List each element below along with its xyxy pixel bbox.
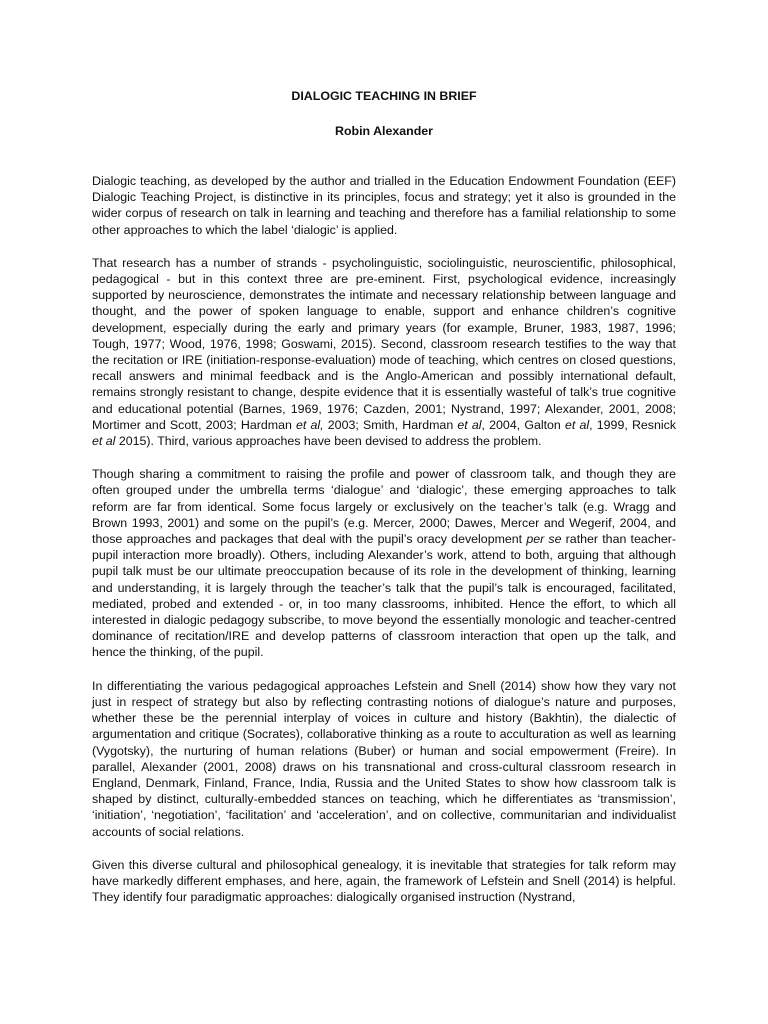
paragraph — [92, 173, 676, 238]
text-run: Though sharing a commitment to raising the profile and power of classroom talk, and though they are often grouped under the umbrella terms ‘dialogue’ and ‘dialogic’, these emerging approaches to talk reform are far from identical. Some focus largely or exclusively on the teacher’s talk (e.g. Wragg and Brown 1993, 2001) and some on the pupil’s (e.g. Mercer, 2000; Dawes, Mercer and Wegerif, 2004, and those approaches and packages that deal with the pupil’s oracy development — [92, 467, 676, 547]
text-run: , 2004, Galton — [481, 417, 565, 432]
document-title: DIALOGIC TEACHING IN BRIEF — [291, 89, 477, 103]
italic-text-run: per se — [526, 532, 562, 547]
text-run: , 1999, Resnick — [589, 417, 677, 432]
paragraph — [92, 255, 676, 449]
text-run: Dialogic teaching, as developed by the author and trialled in the Education Endowment Foundation (EEF) Dialogic Teaching Project, is distinctive in its principles, focus and strategy; yet it also is grounded in the wider corpus of research on talk in learning and teaching and therefore has a familial relationship to some other approaches to which the label ‘dialogic’ is applied. — [92, 174, 676, 237]
paragraph — [92, 678, 676, 840]
text-run: 2003; Smith, Hardman — [323, 417, 458, 432]
text-run: Given this diverse cultural and philosophical genealogy, it is inevitable that strategies for talk reform may have markedly different emphases, and here, again, the framework of Lefstein and Snell (2014) is helpful. They identify four paradigmatic approaches: dialogically organised instruction (Nystrand, — [92, 857, 676, 905]
document-author: Robin Alexander — [335, 124, 433, 138]
text-run: rather than teacher-pupil interaction more broadly). Others, including Alexander’s work, attend to both, arguing that although pupil talk must be our ultimate preoccupation because of its role in the development of thinking, learning and understanding, it is largely through the teacher’s talk that the pupil’s talk is encouraged, facilitated, mediated, probed and extended - or, in too many classrooms, inhibited. Hence the effort, to which all interested in dialogic pedagogy subscribe, to move beyond the essentially monologic and teacher-centred dominance of recitation/IRE and develop patterns of classroom interaction that open up the talk, and hence the thinking, of the pupil. — [92, 532, 676, 660]
italic-text-run: et al — [565, 417, 590, 432]
italic-text-run: et al — [92, 434, 116, 449]
document-body — [92, 173, 676, 922]
text-run: In differentiating the various pedagogical approaches Lefstein and Snell (2014) show how they vary not just in respect of strategy but also by reflecting contrasting notions of dialogue’s nature and purposes, whether these be the perennial interplay of voices in culture and history (Bakhtin), the dialectic of argumentation and critique (Socrates), collaborative thinking as a route to acculturation as well as learning (Vygotsky), the nurturing of human relations (Buber) or human and social empowerment (Freire). In parallel, Alexander (2001, 2008) draws on his transnational and cross-cultural classroom research in England, Denmark, Finland, France, India, Russia and the United States to show how classroom talk is shaped by distinct, culturally-embedded stances on teaching, which he differentiates as ‘transmission’, ‘initiation’, ‘negotiation’, ‘facilitation’ and ‘acceleration’, and on collective, communitarian and individualist accounts of social relations. — [92, 678, 676, 839]
text-run: That research has a number of strands - psycholinguistic, sociolinguistic, neuroscientific, philosophical, pedagogical - but in this context three are pre-eminent. First, psychological evidence, increasingly supported by neuroscience, demonstrates the intimate and necessary relationship between language and thought, and the power of spoken language to enable, support and enhance children’s cognitive development, especially during the early and primary years (for example, Bruner, 1983, 1987, 1996; Tough, 1977; Wood, 1976, 1998; Goswami, 2015). Second, classroom research testifies to the way that the recitation or IRE (initiation-response-evaluation) mode of teaching, which centres on closed questions, recall answers and minimal feedback and is the Anglo-American and possibly international default, remains strongly resistant to change, despite evidence that it is essentially wasteful of talk’s true cognitive and educational potential (Barnes, 1969, 1976; Cazden, 2001; Nystrand, 1997; Alexander, 2001, 2008; Mortimer and Scott, 2003; Hardman — [92, 255, 676, 432]
italic-text-run: et al — [457, 417, 482, 432]
text-run: 2015). Third, various approaches have been devised to address the problem. — [115, 434, 542, 449]
italic-text-run: et al, — [296, 417, 324, 432]
paragraph — [92, 857, 676, 906]
paragraph — [92, 466, 676, 660]
